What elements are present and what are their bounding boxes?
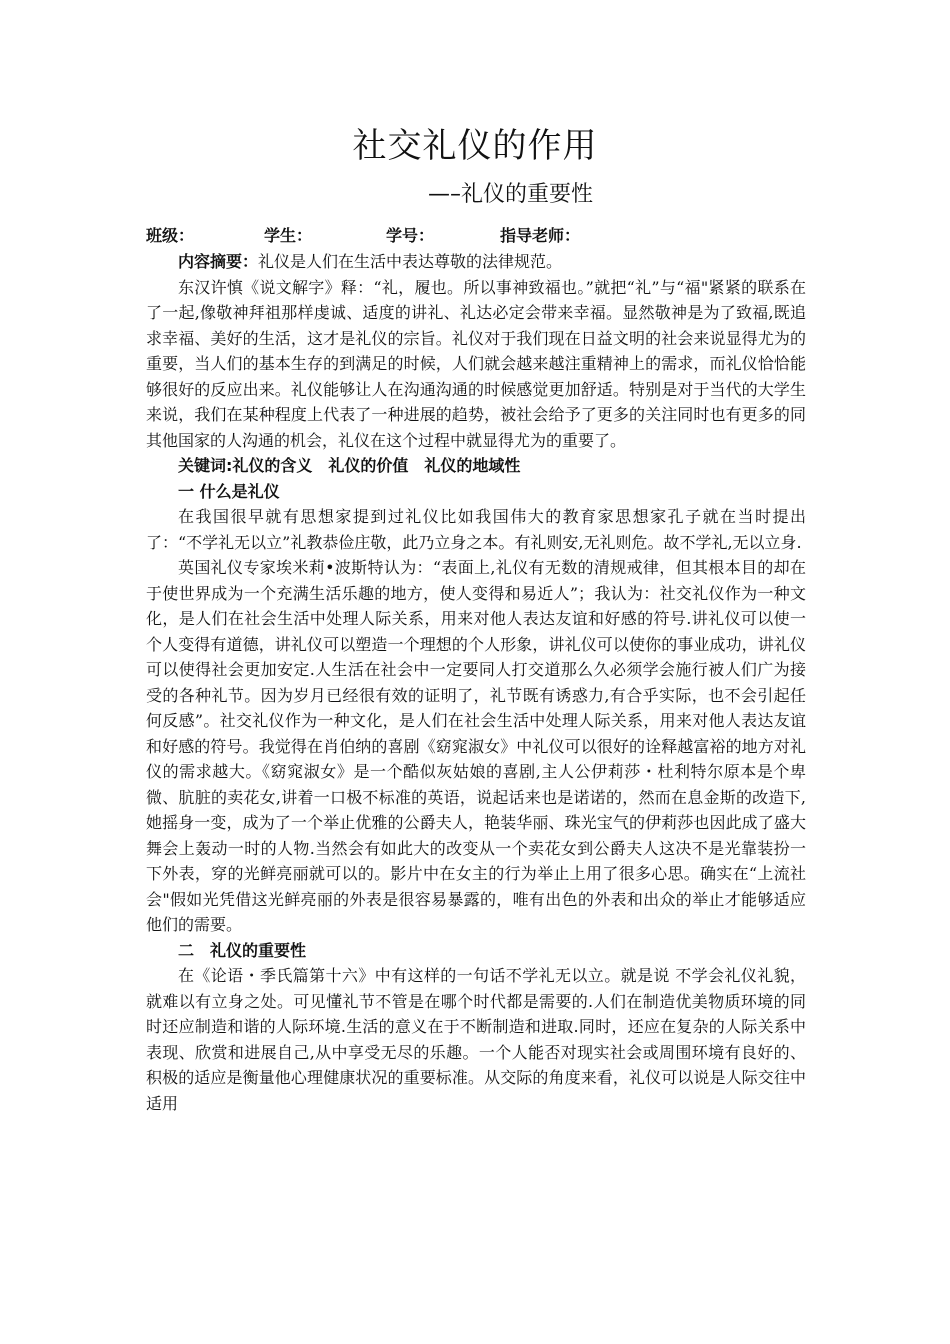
section-heading-1: 一 什么是礼仪 bbox=[178, 481, 280, 501]
student-label: 学生： bbox=[264, 226, 313, 245]
abstract-label: 内容摘要： bbox=[178, 252, 259, 271]
section-heading-2: 二 礼仪的重要性 bbox=[178, 940, 307, 960]
advisor-label: 指导老师： bbox=[500, 226, 581, 245]
document-body bbox=[146, 222, 806, 1116]
class-label: 班级： bbox=[146, 226, 195, 245]
document-subtitle: —–礼仪的重要性 bbox=[428, 182, 594, 207]
paragraph-intro: 东汉许慎《说文解字》释：“礼，履也。所以事神致福也。”就把“礼”与“福"紧紧的联系在了一起,像敬神拜祖那样虔诚、适度的讲礼、礼达必定会带来幸福。显然敬神是为了致福,既追求幸福、美好的生活，这才是礼仪的宗旨。礼仪对于我们现在日益文明的社会来说显得尤为的重要，当人们的基本生存的到满足的时候，人们就会越来越注重精神上的需求，而礼仪恰恰能够很好的反应出来。礼仪能够让人在沟通沟通的时候感觉更加舒适。特别是对于当代的大学生来说，我们在某种程度上代表了一种进展的趋势，被社会给予了更多的关注同时也有更多的同其他国家的人沟通的机会，礼仪在这个过程中就显得尤为的重要了。 bbox=[146, 277, 806, 450]
abstract bbox=[146, 249, 806, 275]
paragraph-confucius: 在我国很早就有思想家提到过礼仪比如我国伟大的教育家思想家孔子就在当时提出了：“不学礼无以立”礼教恭俭庄敬，此乃立身之本。有礼则安,无礼则危。故不学礼,无以立身. bbox=[146, 507, 806, 552]
document-title: 社交礼仪的作用 bbox=[352, 126, 598, 166]
abstract-text: 礼仪是人们在生活中表达尊敬的法律规范。 bbox=[258, 252, 563, 271]
student-id-label: 学号： bbox=[386, 226, 435, 245]
student-info-row bbox=[146, 222, 806, 249]
keywords: 关键词:礼仪的含义 礼仪的价值 礼仪的地域性 bbox=[178, 456, 521, 475]
paragraph-emily-post: 英国礼仪专家埃米莉•波斯特认为：“表面上,礼仪有无数的清规戒律，但其根本目的却在于使世界成为一个充满生活乐趣的地方，使人变得和易近人”；我认为：社交礼仪作为一种文化，是人们在社会生活中处理人际关系，用来对他人表达友谊和好感的符号.讲礼仪可以使一个人变得有道德，讲礼仪可以塑造一个理想的个人形象，讲礼仪可以使你的事业成功，讲礼仪可以使得社会更加安定.人生活在社会中一定要同人打交道那么久必须学会施行被人们广为接受的各种礼节。因为岁月已经很有效的证明了，礼节既有诱惑力,有合乎实际，也不会引起任何反感”。社交礼仪作为一种文化，是人们在社会生活中处理人际关系，用来对他人表达友谊和好感的符号。我觉得在肖伯纳的喜剧《窈窕淑女》中礼仪可以很好的诠释越富裕的地方对礼仪的需求越大。《窈窕淑女》是一个酷似灰姑娘的喜剧,主人公伊莉莎・杜利特尔原本是个卑微、肮脏的卖花女,讲着一口极不标准的英语，说起话来也是诺诺的，然而在息金斯的改造下,她摇身一变，成为了一个举止优雅的公爵夫人，艳装华丽、珠光宝气的伊莉莎也因此成了盛大舞会上轰动一时的人物.当然会有如此大的改变从一个卖花女到公爵夫人这决不是光靠装扮一下外表，穿的光鲜亮丽就可以的。影片中在女主的行为举止上用了很多心思。确实在“上流社会"假如光凭借这光鲜亮丽的外表是很容易暴露的，唯有出色的外表和出众的举止才能够适应他们的需要。 bbox=[146, 558, 806, 934]
paragraph-analects: 在《论语・季氏篇第十六》中有这样的一句话不学礼无以立。就是说 不学会礼仪礼貌，就难以有立身之处。可见懂礼节不管是在哪个时代都是需要的.人们在制造优美物质环境的同时还应制造和谐的人际环境.生活的意义在于不断制造和进取.同时，还应在复杂的人际关系中表现、欣赏和进展自己,从中享受无尽的乐趣。一个人能否对现实社会或周围环境有良好的、积极的适应是衡量他心理健康状况的重要标准。从交际的角度来看，礼仪可以说是人际交往中适用 bbox=[146, 966, 806, 1113]
